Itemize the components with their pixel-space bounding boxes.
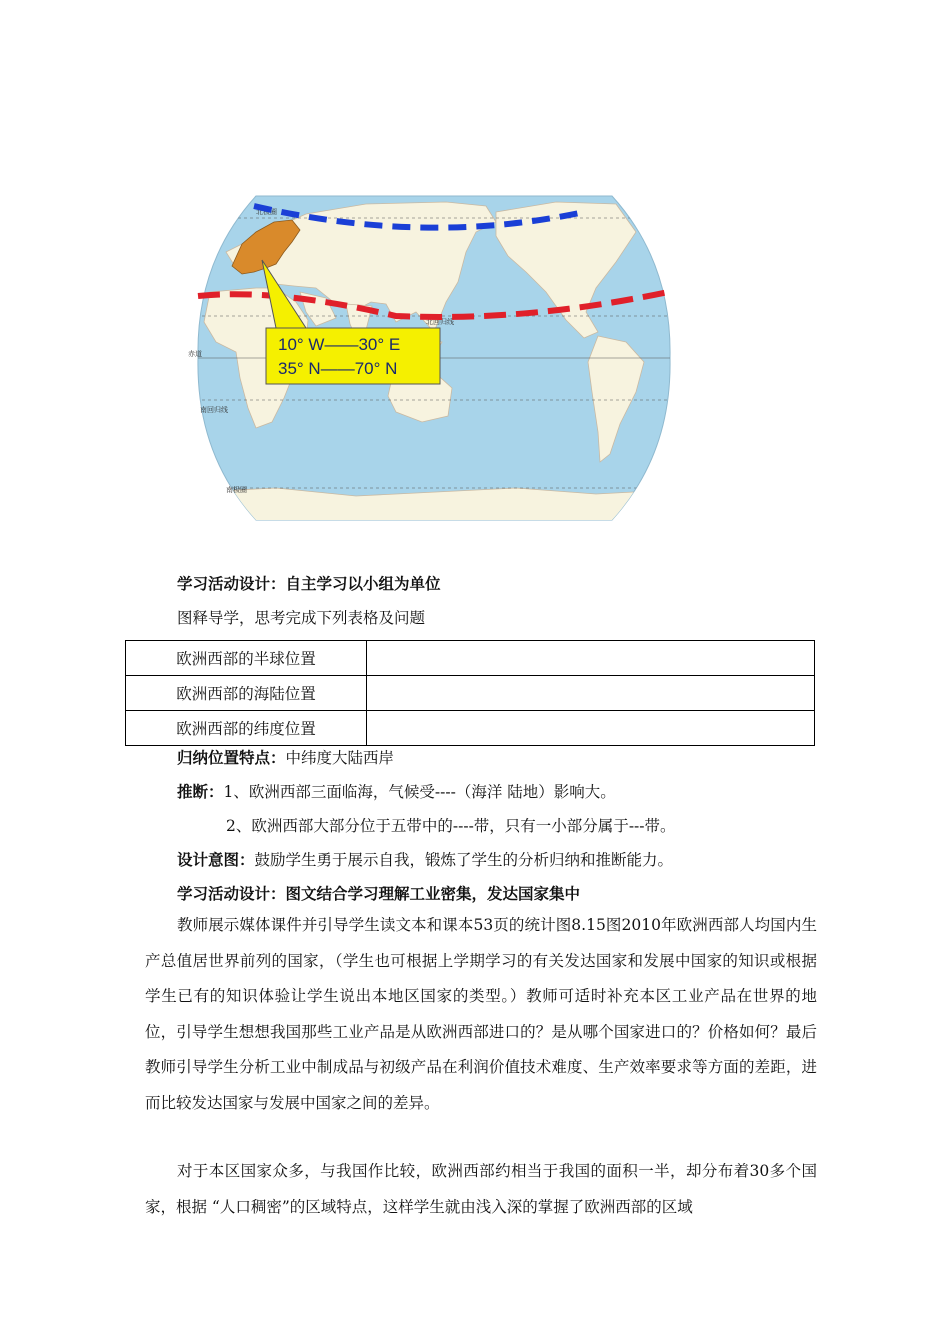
design-intent-label: 设计意图：: [177, 850, 255, 869]
label-arctic-circle: 北极圈: [256, 209, 277, 216]
body-paragraph-2: [145, 1154, 817, 1225]
world-map-figure: [188, 192, 672, 524]
label-tropic-cancer: 北回归线: [426, 319, 454, 326]
antarctica-land: [196, 488, 672, 524]
table-row-answer: [367, 711, 815, 746]
paragraph-1-text: 教师展示媒体课件并引导学生读文本和课本53页的统计图8.15图2010年欧洲西部人均国内生产总值居世界前列的国家，（学生也可根据上学期学习的有关发达国家和发展中国家的知识或根据学生已有的知识体验让学生说出本地区国家的类型。）教师可适时补充本区工业产品在世界的地位，引导学生想想我国那些工业产品是从欧洲西部进口的？是从哪个国家进口的？价格如何？最后教师引导学生分析工业中制成品与初级产品在利润价值技术难度、生产效率要求等方面的差距，进而比较发达国家与发展中国家之间的差异。: [145, 916, 817, 1112]
paragraph-2-text: 对于本区国家众多，与我国作比较，欧洲西部约相当于我国的面积一半，却分布着30多个国家，根据 “人口稠密”的区域特点，这样学生就由浅入深的掌握了欧洲西部的区域: [145, 1162, 817, 1216]
activity2-heading: 学习活动设计：图文结合学习理解工业密集，发达国家集中: [177, 884, 581, 903]
inference-label: 推断：: [177, 782, 224, 801]
summary-text: 中纬度大陆西岸: [285, 749, 395, 767]
table-row-label: 欧洲西部的海陆位置: [126, 676, 367, 711]
table-row-label: 欧洲西部的纬度位置: [126, 711, 367, 746]
inference-item1: 1、欧洲西部三面临海，气候受----（海洋 陆地）影响大。: [223, 783, 616, 801]
label-equator: 赤道: [188, 351, 202, 358]
summary-line: [177, 748, 394, 768]
activity1-intro: 图释导学，思考完成下列表格及问题: [177, 609, 426, 627]
callout-line2: 35° N——70° N: [278, 359, 398, 378]
callout-line1: 10° W——30° E: [278, 335, 401, 354]
activity1-heading: 学习活动设计：自主学习以小组为单位: [177, 574, 441, 593]
label-tropic-capricorn: 南回归线: [200, 407, 228, 414]
body-paragraph-1: [145, 908, 817, 1122]
table-row: [126, 676, 815, 711]
design-intent-text: 鼓励学生勇于展示自我，锻炼了学生的分析归纳和推断能力。: [254, 851, 674, 869]
label-antarctic-circle: 南极圈: [226, 487, 247, 494]
table-row-label: 欧洲西部的半球位置: [126, 641, 367, 676]
summary-label: 归纳位置特点：: [177, 748, 286, 767]
position-table: [125, 640, 815, 746]
inference-line1: [177, 782, 616, 802]
inference-item2: 2、欧洲西部大部分位于五带中的----带，只有一小部分属于---带。: [226, 817, 676, 835]
table-row: [126, 711, 815, 746]
table-row-answer: [367, 641, 815, 676]
table-row-answer: [367, 676, 815, 711]
design-intent-line: [177, 850, 673, 870]
table-row: [126, 641, 815, 676]
